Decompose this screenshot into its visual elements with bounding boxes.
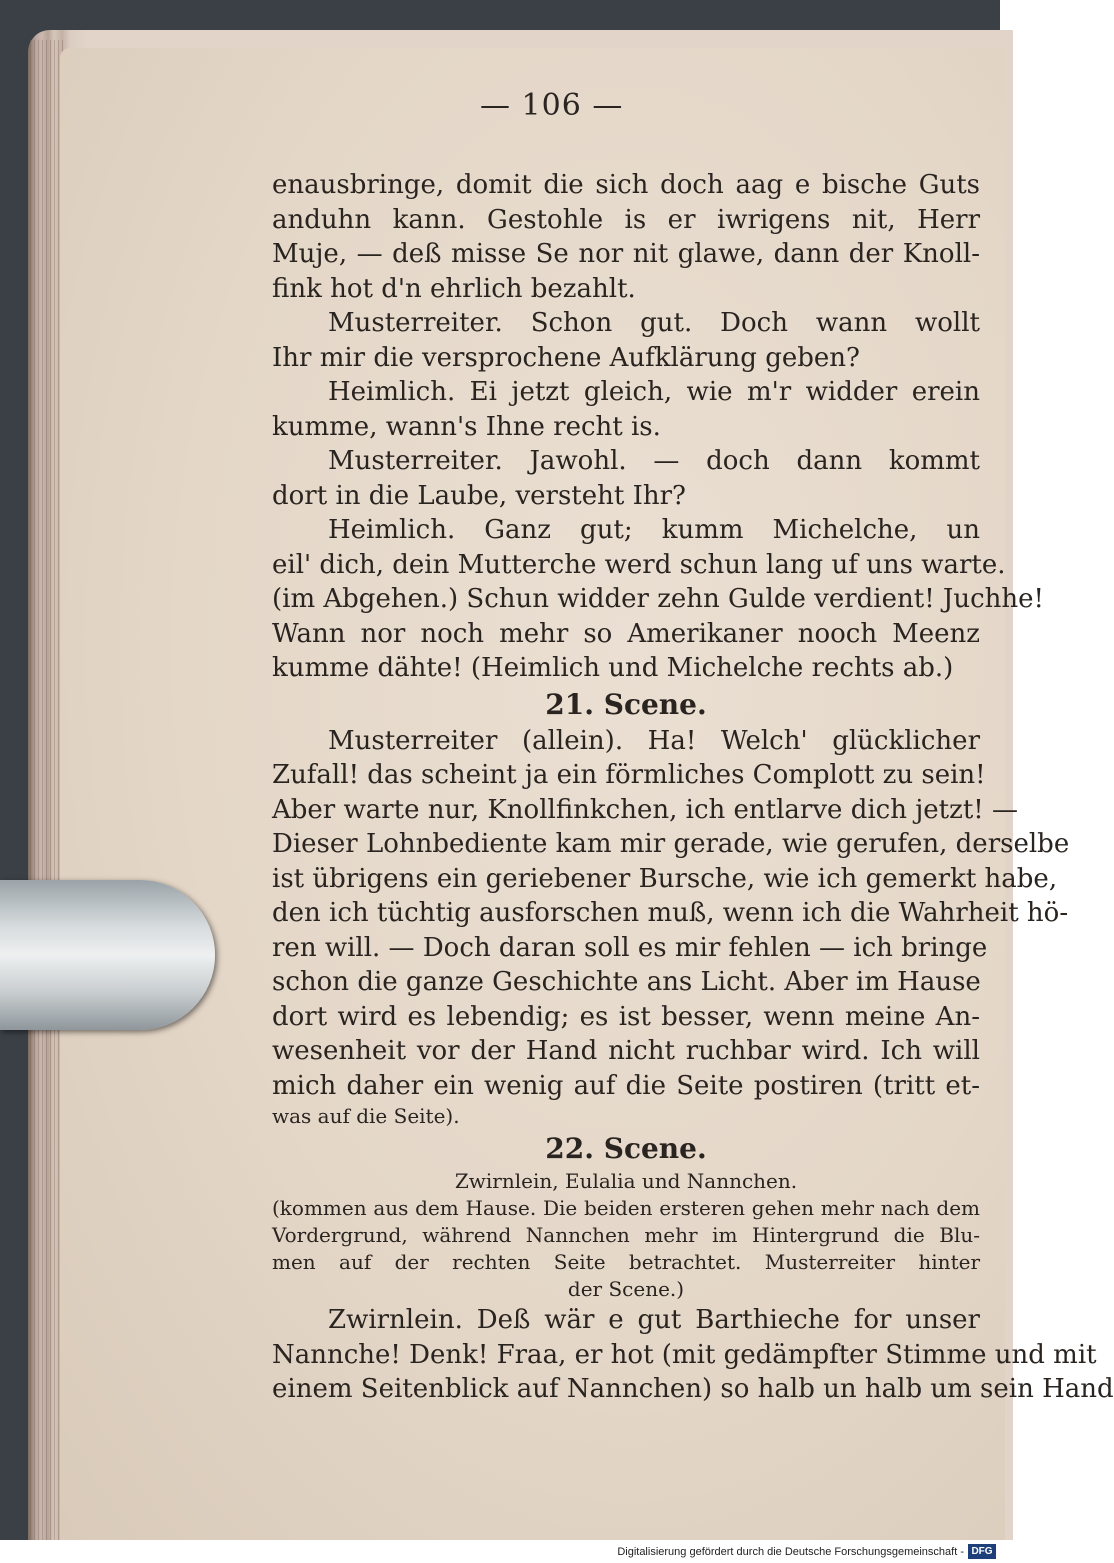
scene-21-heading: 21. Scene. — [545, 687, 707, 721]
text-line: Wann nor noch mehr so Amerikaner nooch Meenz — [272, 618, 980, 649]
text-line: dort in die Laube, versteht Ihr? — [272, 480, 686, 511]
text-line: (im Abgehen.) Schun widder zehn Gulde verdient! Juchhe! — [272, 584, 1044, 614]
text-line: einem Seitenblick auf Nannchen) so halb un halb um sein Hand — [272, 1374, 1114, 1404]
text-line: dort wird es lebendig; es ist besser, wenn meine An- — [272, 1001, 980, 1032]
dfg-logo: DFG — [968, 1544, 996, 1559]
scene-22-heading: 22. Scene. — [545, 1132, 707, 1165]
text-line: Heimlich. Ei jetzt gleich, wie m'r widder erein — [328, 377, 980, 407]
stage-direction-line: der Scene.) — [567, 1277, 685, 1301]
text-line: schon die ganze Geschichte ans Licht. Aber im Hause — [272, 967, 981, 997]
stage-direction-line: men auf der rechten Seite betrachtet. Musterreiter hinter — [272, 1250, 980, 1274]
text-line: eil' dich, dein Mutterche werd schun lang uf uns warte. — [272, 549, 1006, 580]
text-line: Aber warte nur, Knollfinkchen, ich entlarve dich jetzt! — — [272, 794, 1018, 825]
text-line: Zufall! das scheint ja ein förmliches Complott zu sein! — [272, 760, 986, 790]
text-line: was auf die Seite). — [272, 1104, 460, 1128]
page-text — [272, 168, 1114, 1407]
text-line: kumme dähte! (Heimlich und Michelche rechts ab.) — [272, 653, 954, 683]
text-line: enausbringe, domit die sich doch aag e bische Guts — [272, 170, 980, 200]
page-holder-clip — [0, 880, 215, 1030]
text-line: Ihr mir die versprochene Aufklärung geben? — [272, 342, 860, 373]
text-line: Musterreiter. Schon gut. Doch wann wollt — [328, 308, 980, 338]
text-line: kumme, wann's Ihne recht is. — [272, 411, 661, 442]
text-line: Heimlich. Ganz gut; kumm Michelche, un — [328, 515, 980, 545]
text-line: Musterreiter (allein). Ha! Welch' glücklicher — [328, 725, 980, 756]
text-line: ren will. — Doch daran soll es mir fehlen — ich bringe — [272, 932, 988, 963]
stage-direction-line: (kommen aus dem Hause. Die beiden ersteren gehen mehr nach dem — [272, 1196, 980, 1220]
stage-direction-line: Vordergrund, während Nannchen mehr im Hintergrund die Blu- — [272, 1223, 980, 1247]
text-line: anduhn kann. Gestohle is er iwrigens nit, Herr — [272, 204, 980, 235]
footer-credit: Digitalisierung gefördert durch die Deutsche Forschungsgemeinschaft - — [617, 1546, 964, 1558]
page-edges — [30, 40, 64, 1540]
text-line: ist übrigens ein geriebener Bursche, wie ich gemerkt habe, — [272, 863, 1058, 894]
scene-22-cast: Zwirnlein, Eulalia und Nannchen. — [454, 1169, 798, 1193]
page-number: — 106 — — [480, 88, 624, 123]
text-line: Dieser Lohnbediente kam mir gerade, wie gerufen, derselbe — [272, 829, 1070, 859]
text-line: Nannche! Denk! Fraa, er hot (mit gedämpfter Stimme und mit — [272, 1339, 1097, 1370]
text-line: fink hot d'n ehrlich bezahlt. — [272, 273, 636, 304]
text-line: Muje, — deß misse Se nor nit glawe, dann der Knoll- — [272, 239, 980, 269]
text-line: wesenheit vor der Hand nicht ruchbar wird. Ich will — [272, 1036, 980, 1066]
text-line: mich daher ein wenig auf die Seite postiren (tritt et- — [272, 1070, 980, 1101]
text-line: Zwirnlein. Deß wär e gut Barthieche for unser — [328, 1305, 980, 1335]
text-line: den ich tüchtig ausforschen muß, wenn ich die Wahrheit hö- — [272, 898, 1069, 928]
text-line: Musterreiter. Jawohl. — doch dann kommt — [328, 446, 980, 476]
